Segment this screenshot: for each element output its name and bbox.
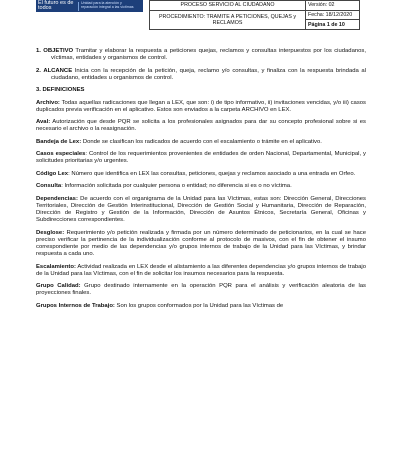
definition-item: [36, 183, 366, 190]
definition-item: [36, 100, 366, 114]
objetivo-section: [36, 48, 366, 62]
definiciones-heading: [36, 87, 366, 94]
definition-item: [36, 151, 366, 165]
header-table: [149, 0, 360, 30]
alcance-text: Inicia con la recepción de la petición, queja, reclamo y/o consultas, y finaliza con la respuesta brindada al ciudadano, entidades u organismos de control.: [51, 67, 366, 81]
procedure-cell: PROCEDIMIENTO: TRAMITE A PETICIONES, QUEJAS y RECLAMOS: [150, 10, 306, 29]
definition-text: : Información solicitada por cualquier persona o entidad; no diferencia si es o no víctima.: [61, 183, 292, 190]
definition-item: [36, 283, 366, 297]
definition-text: Todas aquellas radicaciones que llegan a LEX, que son: i) de tipo informativo, ii) invitaciones vencidas, y/o iii) casos duplicados previa verificación en el aplicativo. Estos son enviados a la carpeta ARCHIVO en LEX.: [36, 99, 366, 113]
alcance-section: [36, 68, 366, 82]
definition-text: : Control de los requerimientos provenientes de entidades de orden Nacional, Departamental, Municipal, y solicitudes prioritarias y/o urgentes.: [36, 151, 366, 165]
document-header: [36, 0, 366, 30]
definition-text: Grupo destinado internamente en la operación PQR para el análisis y verificación aleatoria de las proyecciones finales.: [36, 283, 367, 297]
definition-text: Actividad realizada en LEX desde el alistamiento a las diferentes dependencias y/o grupos internos de trabajo de la Unidad para las Víctimas, con el fin de solicitar los insumos necesarios para la respuesta.: [36, 263, 366, 277]
definition-item: [36, 303, 366, 310]
logo-main-text: El futuro es de todos: [38, 0, 74, 11]
logo-divider: [78, 2, 79, 11]
definition-term: Grupos Internos de Trabajo:: [36, 302, 115, 309]
definition-term: Archivo:: [36, 99, 60, 106]
definition-text: Autorización que desde PQR se solicita a los profesionales asignados para dar su concepto profesional sobre si es necesario el archivo o la reasignación.: [36, 119, 366, 133]
definition-item: [36, 171, 366, 178]
document-body: [36, 48, 366, 315]
definition-text: Son los grupos conformados por la Unidad para las Víctimas de: [114, 302, 284, 309]
definition-term: Desglose:: [36, 229, 65, 236]
definition-term: Casos especiales: [36, 151, 86, 158]
definition-item: [36, 119, 366, 133]
definition-item: [36, 196, 366, 225]
definition-text: Donde se clasifican los radicados de acuerdo con el escalamiento o trámite en el aplicativo.: [81, 138, 322, 145]
definition-term: Aval:: [36, 119, 51, 126]
objetivo-text: Tramitar y elaborar la respuesta a peticiones quejas, reclamos y consultas interpuestos por los ciudadanos, víctimas, entidades y organismos de control.: [51, 48, 366, 62]
definition-text: : Número que identifica en LEX las consultas, peticiones, quejas y reclamos asociado a una entrada en Orfeo.: [68, 170, 356, 177]
definition-term: Escalamiento:: [36, 263, 76, 270]
definition-term: Grupo Calidad:: [36, 283, 81, 290]
definition-item: [36, 230, 366, 259]
definition-term: Código Lex: [36, 170, 69, 177]
logo: [36, 0, 143, 12]
definition-text: De acuerdo con el organigrama de la Unidad para las Víctimas, estas son: Dirección General, Direcciones Territoriales, Dirección de Gestión Interinstitucional, Dirección de Gestión Social y Humanitaria, Dirección de Reparación, Dirección de Registro y Gestión de la Información, Dirección de Asuntos Étnicos, Secretaría General, Oficinas y Subdirecciones correspondientes.: [36, 195, 366, 224]
page-cell: [306, 20, 360, 30]
process-cell: PROCESO SERVICIO AL CIUDADANO: [150, 1, 306, 11]
page-number: Página 1 de 10: [308, 21, 345, 28]
definition-term: Bandeja de Lex:: [36, 138, 82, 145]
definition-text: Requerimiento y/o petición realizada y firmada por un número determinado de peticionarios, en la cual se hace preciso verificar la pertinencia de la individualización conforme al protocolo de masivos, con el fin de obtener el insumo correspondiente por medio de las dependencias y/o grupos internos de trabajo de la Unidad para las Víctimas, y brindar respuesta a cada uno.: [36, 229, 366, 258]
definition-item: [36, 264, 366, 278]
objetivo-heading: 1. OBJETIVO: [36, 48, 74, 54]
definiciones-title: 3. DEFINICIONES: [36, 87, 85, 94]
definition-item: [36, 139, 366, 146]
definition-term: Consulta: [36, 183, 62, 190]
logo-sub-text: Unidad para la atención y reparación integral a las víctimas: [81, 1, 134, 9]
version-cell: Versión: 02: [306, 1, 360, 11]
alcance-heading: 2. ALCANCE: [36, 67, 73, 74]
date-cell: Fecha: 18/12/2020: [306, 10, 360, 20]
definition-term: Dependencias:: [36, 195, 78, 202]
